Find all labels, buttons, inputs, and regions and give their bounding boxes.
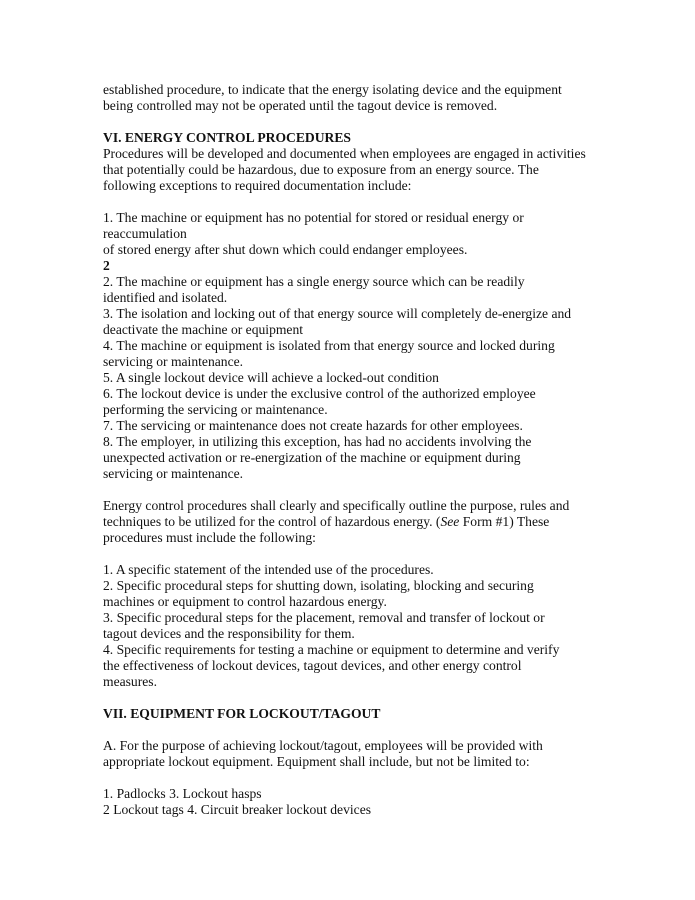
section-heading-energy-control: VI. ENERGY CONTROL PROCEDURES [103, 130, 351, 145]
exception-line: unexpected activation or re-energization of the machine or equipment during [103, 450, 521, 465]
exception-line: 5. A single lockout device will achieve a locked-out condition [103, 370, 439, 385]
requirement-line: tagout devices and the responsibility for them. [103, 626, 355, 641]
requirement-line: 3. Specific procedural steps for the placement, removal and transfer of lockout or [103, 610, 545, 625]
equipment-item: 2 Lockout tags 4. Circuit breaker lockout devices [103, 802, 372, 817]
requirement-line: 1. A specific statement of the intended use of the procedures. [103, 562, 434, 577]
requirement-line: 4. Specific requirements for testing a machine or equipment to determine and verify [103, 642, 560, 657]
exception-line: 8. The employer, in utilizing this exception, has had no accidents involving the [103, 434, 532, 449]
exception-line: 1. The machine or equipment has no potential for stored or residual energy or [103, 210, 524, 225]
equipment-item: 1. Padlocks 3. Lockout hasps [103, 786, 262, 801]
requirement-line: machines or equipment to control hazardous energy. [103, 594, 387, 609]
exception-line: servicing or maintenance. [103, 354, 244, 369]
paragraph-line [103, 514, 549, 530]
exception-line: 2. The machine or equipment has a single energy source which can be readily [103, 274, 525, 289]
exception-line: of stored energy after shut down which could endanger employees. [103, 242, 468, 257]
see-reference: See [440, 514, 460, 529]
paragraph-line: following exceptions to required documentation include: [103, 178, 412, 193]
exception-line: 7. The servicing or maintenance does not create hazards for other employees. [103, 418, 523, 433]
exception-line: 3. The isolation and locking out of that energy source will completely de-energize and [103, 306, 572, 321]
paragraph-line: Procedures will be developed and documented when employees are engaged in activities [103, 146, 586, 161]
paragraph-line: procedures must include the following: [103, 530, 316, 545]
section-heading-equipment: VII. EQUIPMENT FOR LOCKOUT/TAGOUT [103, 706, 381, 721]
exception-line: 6. The lockout device is under the exclusive control of the authorized employee [103, 386, 536, 401]
requirement-line: measures. [103, 674, 157, 689]
paragraph-text: techniques to be utilized for the control of hazardous energy. ( [103, 514, 441, 529]
exception-line: servicing or maintenance. [103, 466, 244, 481]
intro-line-2: being controlled may not be operated until the tagout device is removed. [103, 98, 498, 113]
exception-line: 4. The machine or equipment is isolated from that energy source and locked during [103, 338, 555, 353]
requirement-line: the effectiveness of lockout devices, tagout devices, and other energy control [103, 658, 522, 673]
exception-line: identified and isolated. [103, 290, 228, 305]
exception-line: performing the servicing or maintenance. [103, 402, 328, 417]
requirement-line: 2. Specific procedural steps for shutting down, isolating, blocking and securing [103, 578, 534, 593]
page-number-marker: 2 [103, 258, 110, 273]
exception-line: deactivate the machine or equipment [103, 322, 304, 337]
paragraph-line: A. For the purpose of achieving lockout/tagout, employees will be provided with [103, 738, 543, 753]
exception-line: reaccumulation [103, 226, 187, 241]
paragraph-line: that potentially could be hazardous, due to exposure from an energy source. The [103, 162, 539, 177]
paragraph-line: Energy control procedures shall clearly and specifically outline the purpose, rules and [103, 498, 570, 513]
intro-line-1: established procedure, to indicate that the energy isolating device and the equipment [103, 82, 562, 97]
paragraph-line: appropriate lockout equipment. Equipment shall include, but not be limited to: [103, 754, 530, 769]
paragraph-text: Form #1) These [459, 514, 550, 529]
